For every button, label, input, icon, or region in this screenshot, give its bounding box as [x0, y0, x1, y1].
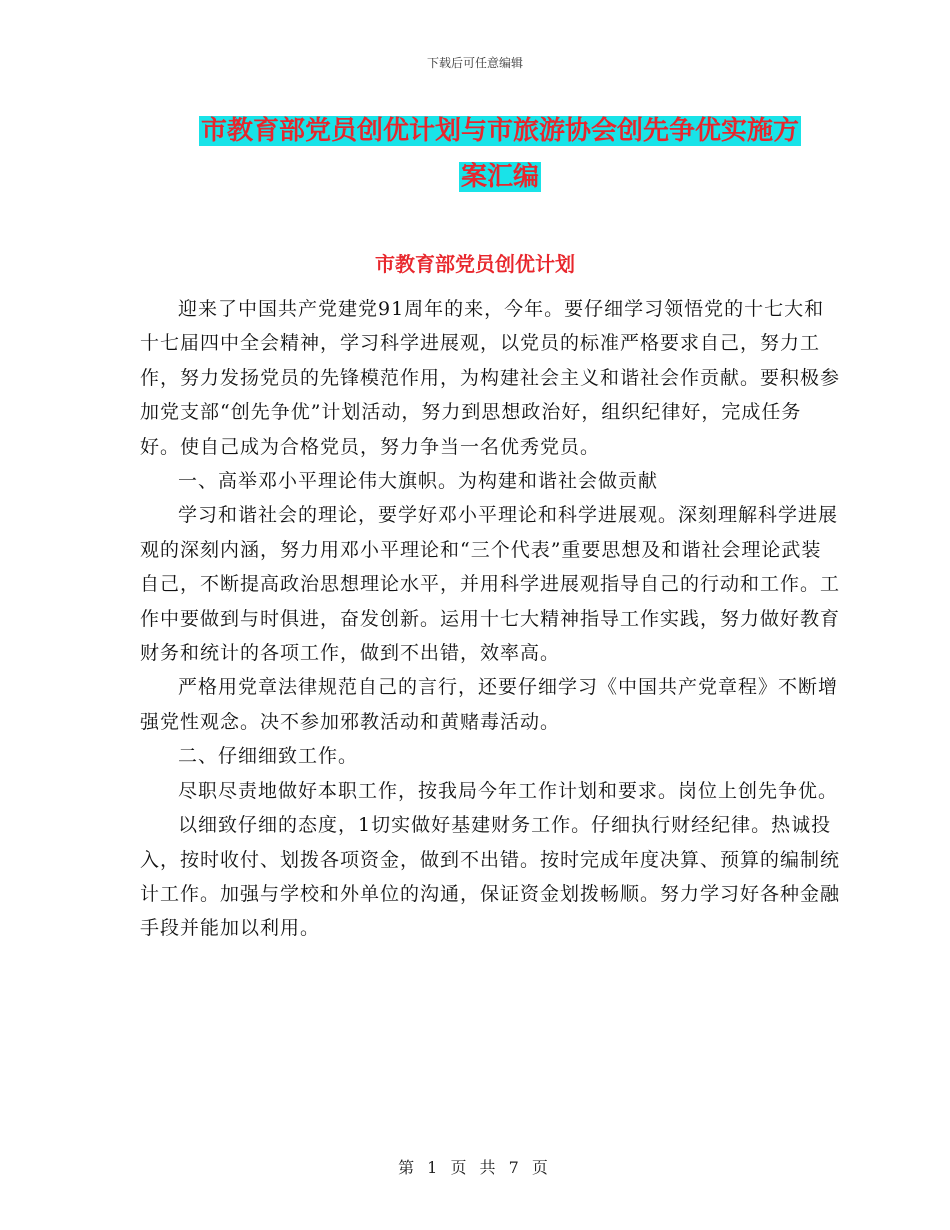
paragraph-5: 二、仔细细致工作。	[178, 745, 359, 768]
document-title	[190, 108, 810, 200]
paragraph-2: 一、高举邓小平理论伟大旗帜。为构建和谐社会做贡献	[178, 470, 659, 493]
paragraph-1: 迎来了中国共产党建党91周年的来，今年。要仔细学习领悟党的十七大和十七届四中全会精神，学习科学进展观，以党员的标准严格要求自己，努力工作，努力发扬党员的先锋模范作用，为构建社会主义和谐社会作贡献。要积极参加党支部“创先争优”计划活动，努力到思想政治好，组织纪律好，完成任务好。使自己成为合格党员，努力争当一名优秀党员。	[140, 298, 841, 458]
body-text	[140, 292, 840, 946]
section-title: 市教育部党员创优计划	[375, 252, 575, 276]
paragraph-4: 严格用党章法律规范自己的言行，还要仔细学习《中国共产党章程》不断增强党性观念。决不参加邪教活动和黄赌毒活动。	[140, 676, 839, 733]
document-title-line-1-text: 市教育部党员创优计划与市旅游协会创先争优实施方	[200, 116, 799, 146]
paragraph-6: 尽职尽责地做好本职工作，按我局今年工作计划和要求。岗位上创先争优。	[178, 779, 839, 802]
page-footer: 第 1 页 共 7 页	[398, 1158, 552, 1177]
paragraph-7: 以细致仔细的态度，1切实做好基建财务工作。仔细执行财经纪律。热诚投入，按时收付、划拨各项资金，做到不出错。按时完成年度决算、预算的编制统计工作。加强与学校和外单位的沟通，保证资金划拨畅顺。努力学习好各种金融手段并能加以利用。	[140, 814, 841, 940]
document-title-line-2-text: 案汇编	[460, 162, 539, 192]
document-title-line-1	[190, 108, 810, 154]
document-title-line-2	[190, 154, 810, 200]
paragraph-3: 学习和谐社会的理论，要学好邓小平理论和科学进展观。深刻理解科学进展观的深刻内涵，努力用邓小平理论和“三个代表”重要思想及和谐社会理论武装自己，不断提高政治思想理论水平，并用科学进展观指导自己的行动和工作。工作中要做到与时俱进，奋发创新。运用十七大精神指导工作实践，努力做好教育财务和统计的各项工作，做到不出错，效率高。	[140, 504, 841, 665]
header-note: 下载后可任意编辑	[426, 56, 523, 70]
